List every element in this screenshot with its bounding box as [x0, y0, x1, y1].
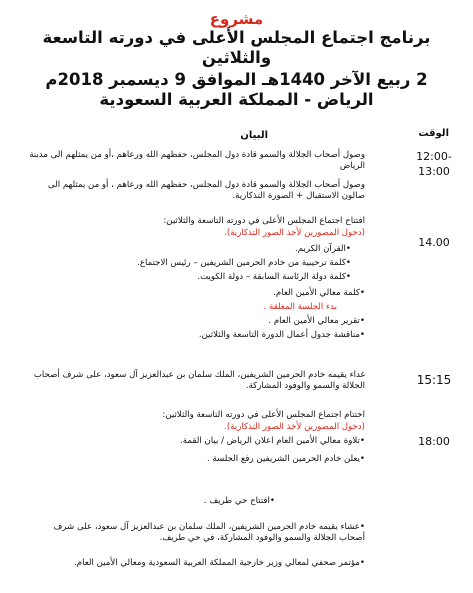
opening-session: افتتاح اجتماع المجلس الأعلى في دورته التاسعة والثلاثين: [163, 216, 365, 226]
press-conference-item [25, 558, 365, 569]
document-date: 2 ربيع الآخر 1440هـ الموافق 9 ديسمبر 2018م [45, 70, 428, 89]
arrival-reception: وصول أصحاب الجلالة والسمو قادة دول المجلس، حفظهم الله ورعاهم ، أو من يمثلهم الى صالون الاستقبال + الصورة التذكارية. [47, 180, 365, 201]
column-header-details: البيان [240, 130, 268, 141]
kuwait-text: • كلمة دولة الرئاسة السابقة – دولة الكويت. [197, 272, 351, 282]
closing-session: اختتام اجتماع المجلس الأعلى في دورته التاسعة والثلاثين: [162, 410, 365, 420]
sg-report-text: • تقرير معالي الأمين العام . [268, 316, 365, 326]
agenda-item-kuwait [11, 272, 365, 283]
quran-text: • القرآن الكريم. [295, 244, 351, 254]
agenda-text: • مناقشة جدول أعمال الدورة التاسعة والثلاثين. [199, 330, 365, 340]
hay-tarif-text: • افتتاح حي طريف . [204, 496, 275, 506]
dinner-text: • عشاء يقيمه خادم الحرمين الشريفين، الملك سلمان بن عبدالعزيز آل سعود، على شرف أصحاب الجلالة والسمو والوفود المشاركة، في حي طريف. [53, 522, 365, 543]
agenda-item-declaration [25, 436, 365, 447]
closed-session-note: بدء الجلسة المغلقة . [263, 302, 337, 312]
agenda-item-agenda [25, 330, 365, 341]
sg-speech-text: • كلمة معالي الأمين العام. [273, 288, 365, 298]
welcome-text: • كلمة ترحيبية من خادم الحرمين الشريفين – رئيس الاجتماع. [137, 258, 351, 268]
lunch-item: غداء يقيمه خادم الحرمين الشريفين، الملك سلمان بن عبدالعزيز آل سعود، على شرف أصحاب الجلالة والسمو والوفود المشاركة. [33, 370, 365, 391]
time-slot-2: 14.00 [418, 236, 450, 249]
draft-label: مشروع [209, 10, 264, 28]
hay-tarif-opening [25, 496, 275, 507]
press-text: • مؤتمر صحفي لمعالي وزير خارجية المملكة العربية السعودية ومعالي الأمين العام. [74, 558, 365, 568]
arrival-riyadh: وصول أصحاب الجلالة والسمو قادة دول المجلس، حفظهم الله ورعاهم ،أو من يمثلهم الى مدينة الرياض [29, 150, 365, 171]
photographers-note-1: (دخول المصورين لأخذ الصور التذكارية). [224, 228, 365, 238]
agenda-item-quran [11, 244, 365, 255]
document-title-continued: والثلاثين [201, 48, 272, 67]
declaration-text: • تلاوة معالي الأمين العام اعلان الرياض / بيان القمة. [180, 436, 365, 446]
photographers-note-2: (دخول المصورين لأخذ الصور التذكارية). [224, 422, 365, 432]
time-slot-1a: 12:00- [416, 150, 452, 163]
adjourn-text: • يعلن خادم الحرمين الشريفين رفع الجلسة . [207, 454, 365, 464]
time-slot-3: 15:15 [416, 373, 452, 387]
time-slot-4: 18:00 [418, 435, 450, 448]
agenda-item-adjourn [25, 454, 365, 465]
agenda-item-welcome [11, 258, 365, 269]
document-title: برنامج اجتماع المجلس الأعلى في دورته التاسعة [42, 28, 431, 47]
time-slot-1b: 13:00 [418, 165, 450, 178]
agenda-item-sg-speech [25, 288, 365, 299]
agenda-item-sg-report [25, 316, 365, 327]
column-header-time: الوقت [418, 128, 449, 139]
dinner-item [25, 522, 365, 544]
document-location: الرياض - المملكة العربية السعودية [99, 90, 374, 109]
